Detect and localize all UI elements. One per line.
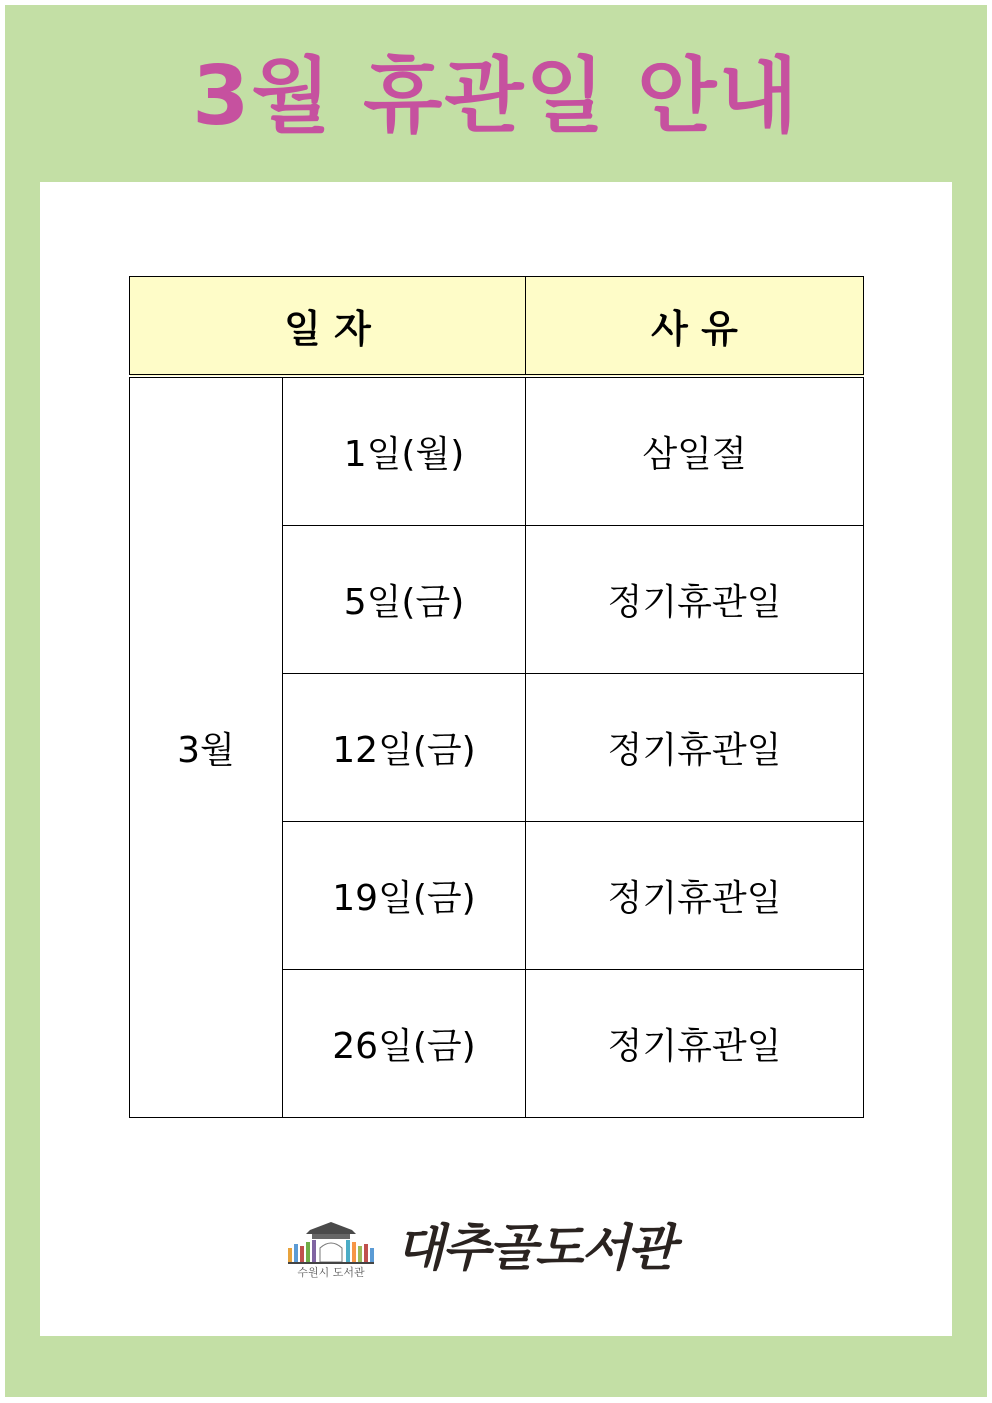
logo-subtitle: 수원시 도서관: [297, 1266, 365, 1279]
reason-cell: 정기휴관일: [526, 526, 864, 674]
date-cell: 19일(금): [283, 822, 526, 970]
reason-cell: 정기휴관일: [526, 822, 864, 970]
date-cell: 26일(금): [283, 970, 526, 1118]
reason-cell: 삼일절: [526, 376, 864, 526]
table-row: [130, 376, 864, 526]
page-title: 3월 휴관일 안내: [192, 49, 800, 144]
reason-cell: 정기휴관일: [526, 674, 864, 822]
table-header-row: [130, 277, 864, 377]
closure-table: [129, 276, 864, 1118]
header-reason: 사 유: [526, 277, 864, 377]
library-name: 대추골도서관: [396, 1218, 674, 1277]
date-cell: 12일(금): [283, 674, 526, 822]
reason-cell: 정기휴관일: [526, 970, 864, 1118]
header-date: 일 자: [130, 277, 526, 377]
date-cell: 1일(월): [283, 376, 526, 526]
date-cell: 5일(금): [283, 526, 526, 674]
month-cell: 3월: [130, 376, 283, 1118]
library-logo: [286, 1212, 706, 1292]
